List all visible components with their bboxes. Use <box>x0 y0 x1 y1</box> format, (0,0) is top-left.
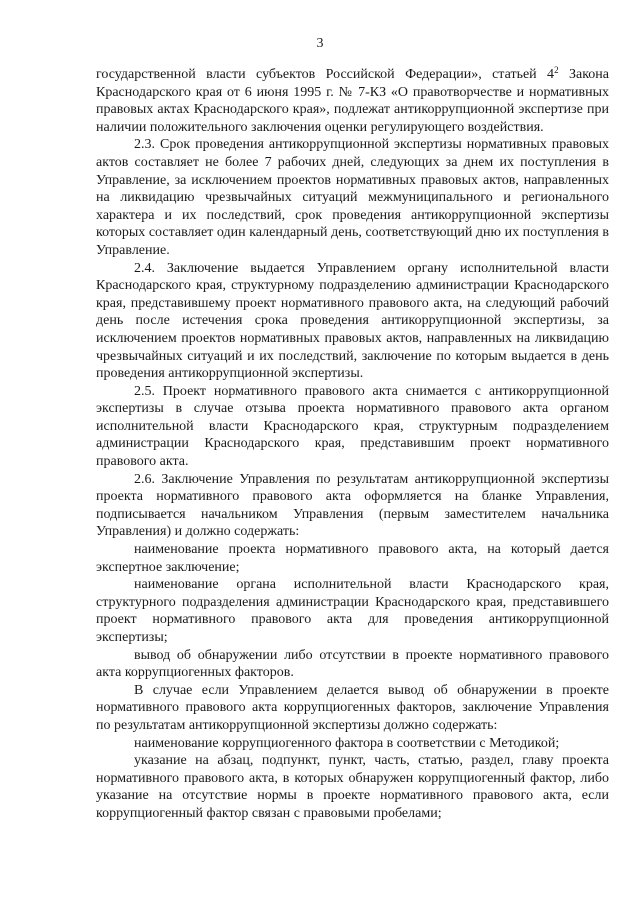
list-item: наименование проекта нормативного правового акта, на который дается экспертное заключение; <box>96 542 609 575</box>
paragraph-2-4: 2.4. Заключение выдается Управлением органу исполнительной власти Краснодарского края, структурному подразделению администрации Краснодарского края, представившему проект нормативного правового акта, на следующий рабочий день после истечения срока проведения антикоррупционной экспертизы, за исключением проектов нормативных правовых актов, направленных на ликвидацию чрезвычайных ситуаций и их последствий, заключение по которым выдается в день проведения антикоррупционной экспертизы. <box>96 260 609 382</box>
paragraph-text: Закона Краснодарского края от 6 июня 1995 г. № 7-КЗ «О правотворчестве и нормативных правовых актах Краснодарского края», подлежат антикоррупционной экспертизе при наличии положительного заключения оценки регулирующего воздействия. <box>96 67 609 135</box>
paragraph-2-3: 2.3. Срок проведения антикоррупционной экспертизы нормативных правовых актов составляет не более 7 рабочих дней, следующих за днем их поступления в Управление, за исключением проектов нормативных правовых актов, направленных на ликвидацию чрезвычайных ситуаций межмуниципального и регионального характера и их последствий, срок проведения антикоррупционной экспертизы которых составляет один календарный день, соответствующий дню их поступления в Управление. <box>96 137 609 258</box>
document-body <box>96 66 609 823</box>
list-item: наименование коррупциогенного фактора в соответствии с Методикой; <box>134 735 560 751</box>
page-number: 3 <box>316 36 324 51</box>
superscript: 2 <box>554 65 559 75</box>
paragraph-continuation <box>96 66 609 136</box>
paragraph-2-6: 2.6. Заключение Управления по результатам антикоррупционной экспертизы проекта нормативного правового акта оформляется на бланке Управления, подписывается начальником Управления (первым заместителем начальника Управления) и должно содержать: <box>96 471 609 540</box>
list-item: указание на абзац, подпункт, пункт, часть, статью, раздел, главу проекта нормативного правового акта, в которых обнаружен коррупциогенный фактор, либо указание на отсутствие нормы в проекте нормативного правового акта, если коррупциогенный фактор связан с правовыми пробелами; <box>96 753 609 821</box>
paragraph-2-5: 2.5. Проект нормативного правового акта снимается с антикоррупционной экспертизы в случае отзыва проекта нормативного правового акта органом исполнительной власти Краснодарского края, структурным подразделением администрации Краснодарского края, представившим проект нормативного правового акта. <box>96 383 609 470</box>
paragraph-text: государственной власти субъектов Российской Федерации», статьей 4 <box>96 67 555 82</box>
paragraph: В случае если Управлением делается вывод об обнаружении в проекте нормативного правового акта коррупциогенных факторов, заключение Управления по результатам антикоррупционной экспертизы должно содержать: <box>96 682 609 733</box>
list-item: наименование органа исполнительной власти Краснодарского края, структурного подразделения администрации Краснодарского края, представившего проект нормативного правового акта для проведения антикоррупционной экспертизы; <box>96 577 609 645</box>
list-item: вывод об обнаружении либо отсутствии в проекте нормативного правового акта коррупциогенных факторов. <box>96 647 609 681</box>
